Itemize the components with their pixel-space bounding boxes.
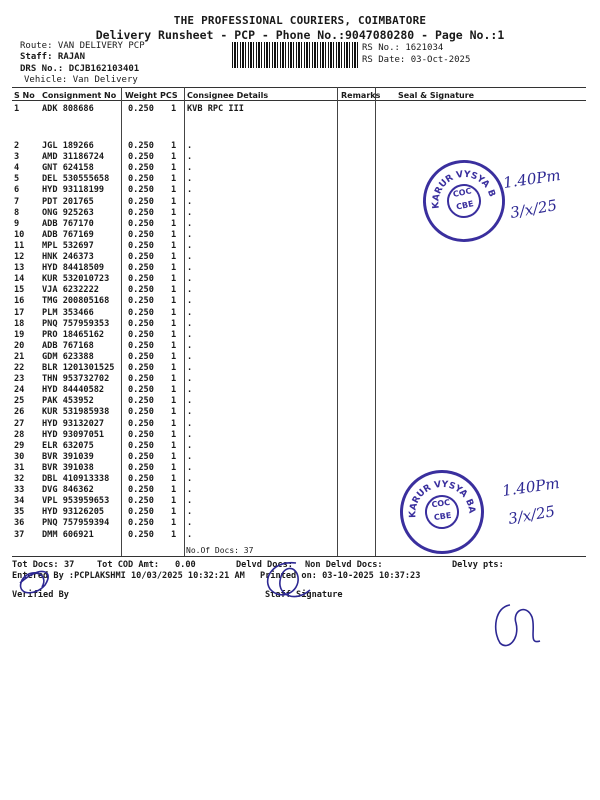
row-sno: 3 xyxy=(14,152,20,163)
row-consignment-no: JGL 189266 xyxy=(42,141,94,151)
row-sno: 22 xyxy=(14,363,25,373)
row-sno: 12 xyxy=(14,252,25,262)
row-consignee: . xyxy=(187,407,193,418)
row-consignment-no: HYD 93118199 xyxy=(42,185,105,196)
bank-seal xyxy=(395,465,490,560)
row-sno: 8 xyxy=(14,207,20,218)
col-pcs: PCS xyxy=(160,91,178,100)
row-consignment-no: BVR 391039 xyxy=(42,451,94,462)
row-consignee: . xyxy=(187,174,193,185)
rs-number: RS No.: 1621034 xyxy=(362,43,444,53)
handwritten-date-2: 3/x/25 xyxy=(506,502,557,528)
row-weight: 0.250 xyxy=(128,407,154,418)
row-sno: 2 xyxy=(14,141,20,151)
row-consignment-no: PNQ 757959353 xyxy=(42,318,110,329)
row-pcs: 1 xyxy=(171,363,177,373)
row-consignee: . xyxy=(187,152,193,163)
row-consignment-no: DBL 410913338 xyxy=(42,474,110,484)
row-consignee: . xyxy=(187,296,193,307)
row-sno: 30 xyxy=(14,451,25,462)
row-sno: 9 xyxy=(14,218,20,229)
row-sno: 25 xyxy=(14,396,25,407)
row-consignee: . xyxy=(187,163,193,174)
table-row xyxy=(0,407,600,418)
row-pcs: 1 xyxy=(171,507,177,518)
seal-bank-name: KARUR VYSYA BANK xyxy=(418,164,497,210)
row-sno: 29 xyxy=(14,440,25,451)
row-consignment-no: MPL 532697 xyxy=(42,240,94,251)
printed-on: Printed on: 03-10-2025 10:37:23 xyxy=(260,571,421,581)
row-consignment-no: ADK 808686 xyxy=(42,104,94,114)
row-pcs: 1 xyxy=(171,462,177,473)
row-consignee: . xyxy=(187,374,193,385)
row-consignment-no: HNK 246373 xyxy=(42,252,94,262)
row-consignment-no: PDT 201765 xyxy=(42,196,94,207)
vehicle-label: Vehicle: Van Delivery xyxy=(24,75,138,85)
table-row xyxy=(0,385,600,396)
row-weight: 0.250 xyxy=(128,104,154,114)
row-weight: 0.250 xyxy=(128,462,154,473)
row-pcs: 1 xyxy=(171,285,177,296)
handwritten-date-1: 3/x/25 xyxy=(508,196,559,222)
row-consignment-no: BVR 391038 xyxy=(42,462,94,473)
row-sno: 18 xyxy=(14,318,25,329)
row-consignment-no: HYD 84440582 xyxy=(42,385,105,396)
row-consignee: . xyxy=(187,329,193,340)
row-sno: 16 xyxy=(14,296,25,307)
handwritten-time-1: 1.40Pm xyxy=(502,166,562,192)
row-weight: 0.250 xyxy=(128,529,154,540)
row-pcs: 1 xyxy=(171,185,177,196)
row-weight: 0.250 xyxy=(128,496,154,507)
table-row xyxy=(0,274,600,285)
row-pcs: 1 xyxy=(171,240,177,251)
row-pcs: 1 xyxy=(171,196,177,207)
row-consignment-no: DMM 606921 xyxy=(42,529,94,540)
row-pcs: 1 xyxy=(171,529,177,540)
row-consignee: . xyxy=(187,529,193,540)
row-consignee: . xyxy=(187,507,193,518)
row-weight: 0.250 xyxy=(128,418,154,429)
row-consignment-no: BLR 1201301525 xyxy=(42,363,115,373)
row-consignment-no: PLM 353466 xyxy=(42,307,94,318)
col-signature: Seal & Signature xyxy=(398,91,475,100)
row-pcs: 1 xyxy=(171,104,177,114)
row-pcs: 1 xyxy=(171,174,177,185)
row-consignment-no: DVG 846362 xyxy=(42,485,94,496)
table-row xyxy=(0,530,600,541)
row-sno: 14 xyxy=(14,274,25,285)
no-of-docs: No.Of Docs: 37 xyxy=(186,546,254,555)
row-pcs: 1 xyxy=(171,496,177,507)
table-row xyxy=(0,330,600,341)
table-row xyxy=(0,152,600,163)
row-consignee: . xyxy=(187,385,193,396)
row-consignee: . xyxy=(187,229,193,240)
row-pcs: 1 xyxy=(171,474,177,484)
table-row xyxy=(0,252,600,263)
row-sno: 23 xyxy=(14,374,25,385)
staff-label: Staff: RAJAN xyxy=(20,52,86,62)
table-row xyxy=(0,141,600,152)
company-title: THE PROFESSIONAL COURIERS, COIMBATORE xyxy=(173,14,427,27)
rs-date: RS Date: 03-Oct-2025 xyxy=(362,55,471,65)
table-row xyxy=(0,241,600,252)
row-pcs: 1 xyxy=(171,374,177,385)
row-consignment-no: GNT 624158 xyxy=(42,163,94,174)
seal-city: CBE xyxy=(433,510,452,523)
verified-by: Verified By xyxy=(12,590,69,600)
row-weight: 0.250 xyxy=(128,240,154,251)
row-pcs: 1 xyxy=(171,163,177,174)
row-weight: 0.250 xyxy=(128,274,154,285)
row-weight: 0.250 xyxy=(128,141,154,151)
col-sno: S No xyxy=(14,91,35,100)
row-sno: 36 xyxy=(14,518,25,529)
row-pcs: 1 xyxy=(171,329,177,340)
col-consignment: Consignment No xyxy=(42,91,117,100)
row-sno: 34 xyxy=(14,496,25,507)
row-sno: 13 xyxy=(14,263,25,274)
row-weight: 0.250 xyxy=(128,307,154,318)
row-sno: 37 xyxy=(14,529,25,540)
row-consignee: . xyxy=(187,363,193,373)
row-pcs: 1 xyxy=(171,407,177,418)
row-sno: 35 xyxy=(14,507,25,518)
row-consignment-no: VPL 953959653 xyxy=(42,496,110,507)
seal-branch: COC xyxy=(452,186,473,200)
row-weight: 0.250 xyxy=(128,218,154,229)
row-consignee: . xyxy=(187,496,193,507)
row-consignment-no: AMD 31186724 xyxy=(42,152,105,163)
row-sno: 32 xyxy=(14,474,25,484)
row-consignee: . xyxy=(187,263,193,274)
row-pcs: 1 xyxy=(171,385,177,396)
row-sno: 15 xyxy=(14,285,25,296)
table-row xyxy=(0,263,600,274)
row-pcs: 1 xyxy=(171,318,177,329)
row-consignee: . xyxy=(187,451,193,462)
row-sno: 28 xyxy=(14,429,25,440)
row-sno: 20 xyxy=(14,340,25,351)
row-pcs: 1 xyxy=(171,340,177,351)
row-weight: 0.250 xyxy=(128,440,154,451)
row-consignment-no: ONG 925263 xyxy=(42,207,94,218)
row-sno: 27 xyxy=(14,418,25,429)
row-weight: 0.250 xyxy=(128,429,154,440)
row-sno: 6 xyxy=(14,185,20,196)
row-pcs: 1 xyxy=(171,274,177,285)
row-consignment-no: ADB 767170 xyxy=(42,218,94,229)
row-consignment-no: KUR 531985938 xyxy=(42,407,110,418)
row-consignment-no: PNQ 757959394 xyxy=(42,518,110,529)
row-consignment-no: HYD 93097051 xyxy=(42,429,105,440)
row-sno: 7 xyxy=(14,196,20,207)
handwritten-time-2: 1.40Pm xyxy=(501,474,561,500)
row-consignment-no: ADB 767169 xyxy=(42,229,94,240)
row-consignee: . xyxy=(187,474,193,484)
row-pcs: 1 xyxy=(171,351,177,362)
receiver-signature xyxy=(496,605,540,646)
table-row xyxy=(0,285,600,296)
row-weight: 0.250 xyxy=(128,207,154,218)
barcode xyxy=(232,42,358,68)
row-consignment-no: ADB 767168 xyxy=(42,340,94,351)
row-weight: 0.250 xyxy=(128,363,154,373)
row-consignee: . xyxy=(187,240,193,251)
row-sno: 24 xyxy=(14,385,25,396)
row-consignee: . xyxy=(187,285,193,296)
row-consignee: . xyxy=(187,318,193,329)
row-pcs: 1 xyxy=(171,296,177,307)
non-delvd-docs-label: Non Delvd Docs: xyxy=(305,560,383,570)
row-sno: 26 xyxy=(14,407,25,418)
row-consignee: KVB RPC III xyxy=(187,104,244,114)
tot-docs-value: 37 xyxy=(64,560,75,570)
table-row xyxy=(0,452,600,463)
row-consignment-no: PRO 18465162 xyxy=(42,329,105,340)
row-weight: 0.250 xyxy=(128,340,154,351)
row-weight: 0.250 xyxy=(128,451,154,462)
row-pcs: 1 xyxy=(171,152,177,163)
row-weight: 0.250 xyxy=(128,385,154,396)
row-consignment-no: PAK 453952 xyxy=(42,396,94,407)
row-pcs: 1 xyxy=(171,252,177,262)
row-pcs: 1 xyxy=(171,218,177,229)
row-weight: 0.250 xyxy=(128,174,154,185)
row-weight: 0.250 xyxy=(128,374,154,385)
row-consignee: . xyxy=(187,185,193,196)
row-weight: 0.250 xyxy=(128,474,154,484)
row-consignee: . xyxy=(187,518,193,529)
row-weight: 0.250 xyxy=(128,485,154,496)
row-consignee: . xyxy=(187,351,193,362)
row-consignee: . xyxy=(187,485,193,496)
seal-city: CBE xyxy=(455,199,475,212)
table-row xyxy=(0,308,600,319)
table-row xyxy=(0,430,600,441)
table-row xyxy=(0,319,600,330)
row-consignment-no: VJA 6232222 xyxy=(42,285,99,296)
table-header-border xyxy=(12,100,586,101)
row-consignee: . xyxy=(187,141,193,151)
entered-by: Entered By :PCPLAKSHMI 10/03/2025 10:32:21 AM xyxy=(12,571,245,581)
row-consignment-no: HYD 84418509 xyxy=(42,263,105,274)
row-sno: 1 xyxy=(14,104,20,114)
row-weight: 0.250 xyxy=(128,185,154,196)
row-sno: 10 xyxy=(14,229,25,240)
table-row xyxy=(0,352,600,363)
row-consignee: . xyxy=(187,462,193,473)
row-pcs: 1 xyxy=(171,263,177,274)
row-sno: 5 xyxy=(14,174,20,185)
tot-docs-label: Tot Docs: xyxy=(12,560,59,570)
delvd-docs-label: Delvd Docs: xyxy=(236,560,293,570)
row-weight: 0.250 xyxy=(128,163,154,174)
row-consignment-no: HYD 93126205 xyxy=(42,507,105,518)
row-weight: 0.250 xyxy=(128,296,154,307)
row-weight: 0.250 xyxy=(128,318,154,329)
row-consignment-no: HYD 93132027 xyxy=(42,418,105,429)
staff-signature: Staff Signature xyxy=(265,590,343,600)
row-pcs: 1 xyxy=(171,485,177,496)
row-weight: 0.250 xyxy=(128,351,154,362)
table-row xyxy=(0,363,600,374)
row-consignment-no: DEL 530555658 xyxy=(42,174,110,185)
row-pcs: 1 xyxy=(171,518,177,529)
verifier-signature xyxy=(20,571,48,592)
tot-cod-value: 0.00 xyxy=(175,560,196,570)
table-row xyxy=(0,296,600,307)
row-consignee: . xyxy=(187,396,193,407)
row-weight: 0.250 xyxy=(128,329,154,340)
row-consignment-no: ELR 632075 xyxy=(42,440,94,451)
staff-signature-scribble xyxy=(268,563,310,597)
table-row xyxy=(0,374,600,385)
row-consignment-no: TMG 200805168 xyxy=(42,296,110,307)
table-row xyxy=(0,104,600,115)
col-weight: Weight xyxy=(125,91,157,100)
row-consignment-no: GDM 623388 xyxy=(42,351,94,362)
table-row xyxy=(0,419,600,430)
row-pcs: 1 xyxy=(171,229,177,240)
row-consignment-no: THN 953732702 xyxy=(42,374,110,385)
row-consignment-no: KUR 532010723 xyxy=(42,274,110,285)
row-weight: 0.250 xyxy=(128,263,154,274)
table-row xyxy=(0,396,600,407)
table-row xyxy=(0,441,600,452)
table-top-border xyxy=(12,87,586,88)
col-consignee: Consignee Details xyxy=(187,91,269,100)
row-consignee: . xyxy=(187,218,193,229)
row-weight: 0.250 xyxy=(128,396,154,407)
row-consignee: . xyxy=(187,440,193,451)
handwritten-signatures xyxy=(0,555,600,665)
row-pcs: 1 xyxy=(171,396,177,407)
row-sno: 33 xyxy=(14,485,25,496)
row-weight: 0.250 xyxy=(128,196,154,207)
row-sno: 19 xyxy=(14,329,25,340)
row-sno: 17 xyxy=(14,307,25,318)
seal-branch: COC xyxy=(430,497,451,510)
row-sno: 21 xyxy=(14,351,25,362)
row-weight: 0.250 xyxy=(128,152,154,163)
col-remarks: Remarks xyxy=(341,91,381,100)
route-label: Route: VAN DELIVERY PCP xyxy=(20,41,145,51)
table-row xyxy=(0,341,600,352)
row-sno: 31 xyxy=(14,462,25,473)
row-pcs: 1 xyxy=(171,307,177,318)
row-pcs: 1 xyxy=(171,141,177,151)
row-sno: 4 xyxy=(14,163,20,174)
seal-bank-name: KARUR VYSYA BANK xyxy=(397,471,477,518)
table-row xyxy=(0,230,600,241)
row-pcs: 1 xyxy=(171,451,177,462)
row-weight: 0.250 xyxy=(128,518,154,529)
row-weight: 0.250 xyxy=(128,507,154,518)
row-pcs: 1 xyxy=(171,207,177,218)
row-consignee: . xyxy=(187,207,193,218)
row-weight: 0.250 xyxy=(128,229,154,240)
row-pcs: 1 xyxy=(171,440,177,451)
table-row xyxy=(0,219,600,230)
tot-cod-label: Tot COD Amt: xyxy=(97,560,160,570)
row-consignee: . xyxy=(187,418,193,429)
row-weight: 0.250 xyxy=(128,285,154,296)
row-consignee: . xyxy=(187,252,193,262)
row-sno: 11 xyxy=(14,240,25,251)
row-pcs: 1 xyxy=(171,429,177,440)
row-consignee: . xyxy=(187,196,193,207)
row-pcs: 1 xyxy=(171,418,177,429)
row-consignee: . xyxy=(187,307,193,318)
delvy-pts-label: Delvy pts: xyxy=(452,560,504,570)
runsheet-subtitle: Delivery Runsheet - PCP - Phone No.:9047080280 - Page No.:1 xyxy=(95,28,505,42)
row-consignee: . xyxy=(187,274,193,285)
row-consignee: . xyxy=(187,340,193,351)
drs-label: DRS No.: DCJB162103401 xyxy=(20,64,140,74)
row-consignee: . xyxy=(187,429,193,440)
table-row xyxy=(0,463,600,474)
row-weight: 0.250 xyxy=(128,252,154,262)
